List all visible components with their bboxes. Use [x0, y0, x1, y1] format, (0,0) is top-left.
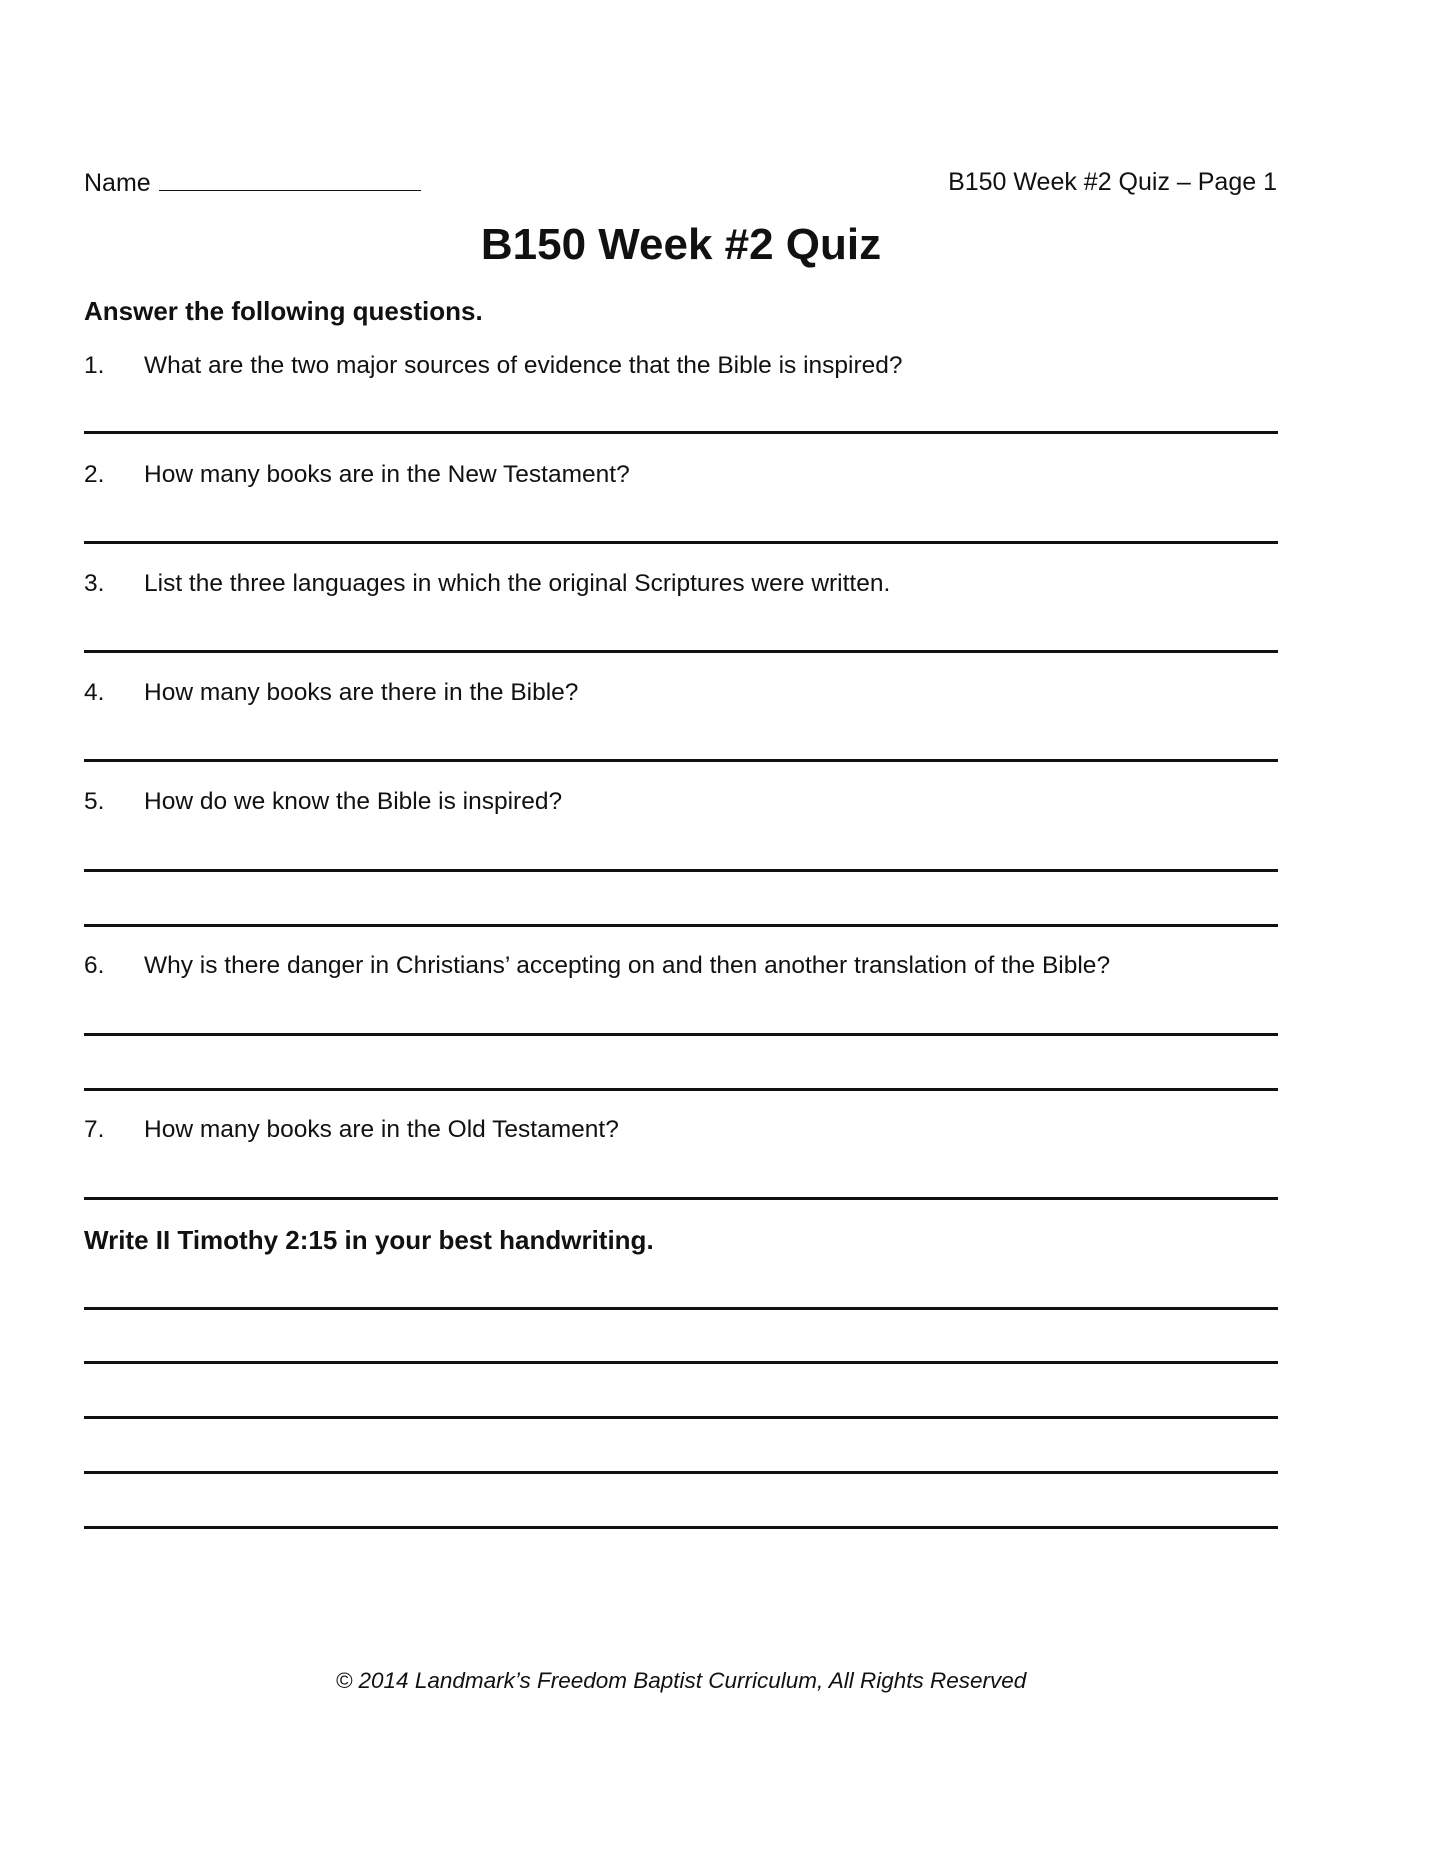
question-text: How many books are in the Old Testament? — [144, 1116, 619, 1143]
question-3 — [84, 570, 890, 598]
question-number: 7. — [84, 1116, 105, 1143]
page-label: B150 Week #2 Quiz – Page 1 — [948, 168, 1277, 196]
question-text: What are the two major sources of evidence that the Bible is inspired? — [144, 352, 903, 379]
question-1 — [84, 352, 903, 380]
question-text: List the three languages in which the original Scriptures were written. — [144, 570, 891, 597]
answer-line[interactable] — [84, 650, 1278, 653]
question-text: Why is there danger in Christians’ accepting on and then another translation of the Bible? — [144, 952, 1111, 979]
question-2 — [84, 461, 630, 489]
instructions-heading: Answer the following questions. — [84, 296, 483, 326]
question-text: How do we know the Bible is inspired? — [144, 788, 563, 815]
question-number: 5. — [84, 788, 105, 815]
copyright-footer: © 2014 Landmark’s Freedom Baptist Curriculum, All Rights Reserved — [335, 1668, 1027, 1693]
question-number: 3. — [84, 570, 105, 597]
answer-line[interactable] — [84, 1033, 1278, 1036]
handwriting-prompt: Write II Timothy 2:15 in your best handwriting. — [84, 1225, 654, 1255]
question-number: 1. — [84, 352, 105, 379]
answer-line[interactable] — [84, 431, 1278, 434]
question-text: How many books are in the New Testament? — [144, 461, 630, 488]
question-number: 4. — [84, 679, 105, 706]
answer-line[interactable] — [84, 1197, 1278, 1200]
page-title: B150 Week #2 Quiz — [480, 220, 882, 269]
answer-line[interactable] — [84, 541, 1278, 544]
name-field[interactable] — [84, 168, 421, 198]
handwriting-line[interactable] — [84, 1526, 1278, 1529]
answer-line[interactable] — [84, 759, 1278, 762]
handwriting-line[interactable] — [84, 1361, 1278, 1364]
name-blank-line[interactable] — [159, 168, 421, 191]
question-number: 2. — [84, 461, 105, 488]
question-text: How many books are there in the Bible? — [144, 679, 579, 706]
name-label: Name — [84, 169, 151, 197]
answer-line[interactable] — [84, 869, 1278, 872]
handwriting-line[interactable] — [84, 1471, 1278, 1474]
question-6 — [84, 952, 1110, 980]
question-7 — [84, 1116, 619, 1144]
question-5 — [84, 788, 562, 816]
handwriting-line[interactable] — [84, 1307, 1278, 1310]
question-4 — [84, 679, 578, 707]
question-number: 6. — [84, 952, 105, 979]
answer-line[interactable] — [84, 1088, 1278, 1091]
answer-line[interactable] — [84, 924, 1278, 927]
handwriting-line[interactable] — [84, 1416, 1278, 1419]
